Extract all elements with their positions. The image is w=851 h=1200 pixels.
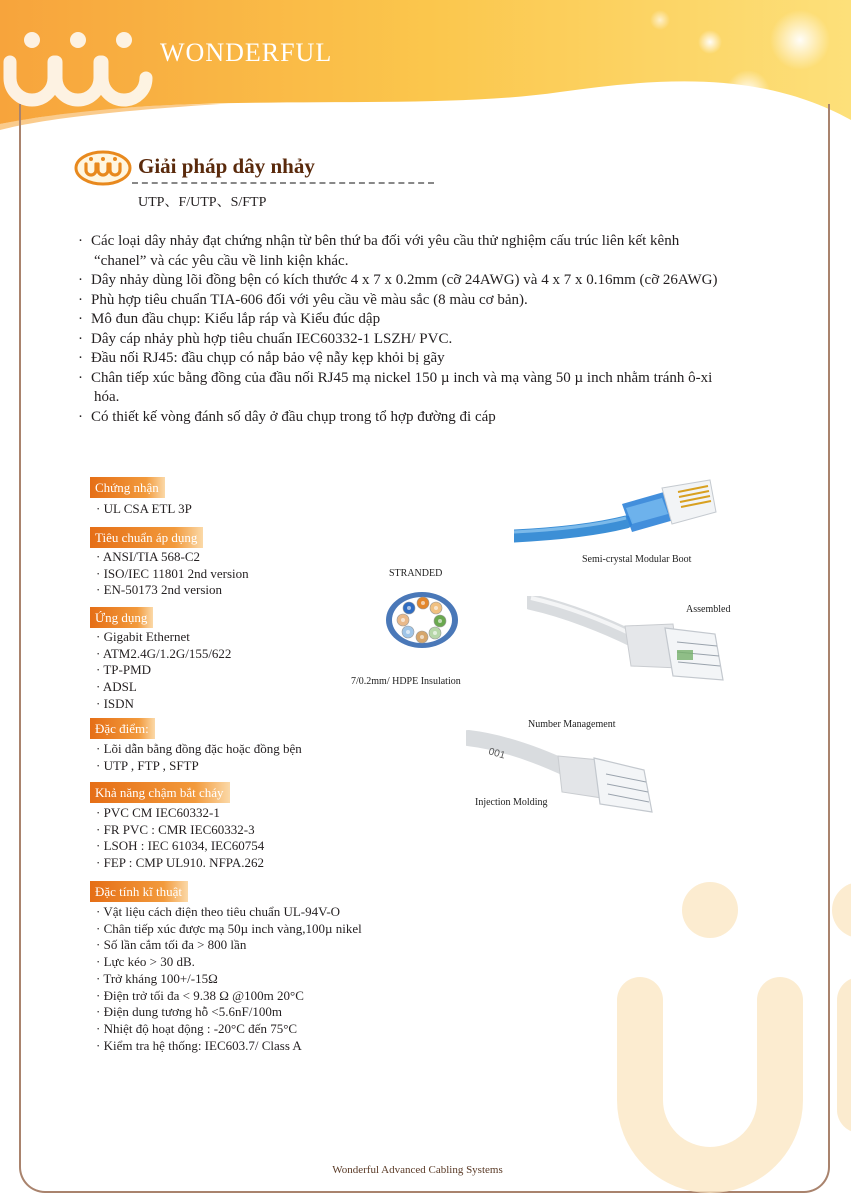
- cable-cross-section-image: [383, 590, 461, 650]
- section-header-applications: Ứng dụng: [90, 607, 153, 628]
- list-item: · UL CSA ETL 3P: [96, 501, 192, 518]
- feature-item: · Các loại dây nhảy đạt chứng nhận từ bên thứ ba đối với yêu cầu thử nghiệm cấu trúc liên kết kênh: [78, 232, 813, 252]
- list-item: · Gigabit Ethernet: [96, 629, 231, 646]
- assembled-plug-image: [527, 596, 732, 691]
- list-item: · Lõi dẫn bằng đồng đặc hoặc đồng bện: [96, 741, 302, 758]
- feature-list: [78, 232, 813, 427]
- list-item: · PVC CM IEC60332-1: [96, 805, 264, 822]
- list-item: · Kiểm tra hệ thống: IEC603.7/ Class A: [96, 1038, 362, 1055]
- feature-item: · Đầu nối RJ45: đầu chụp có nắp bảo vệ nẫy kẹp khỏi bị gãy: [78, 349, 813, 369]
- list-item: · EN-50173 2nd version: [96, 582, 249, 599]
- wonderful-logo-icon: [74, 150, 132, 186]
- list-item: · FR PVC : CMR IEC60332-3: [96, 822, 264, 839]
- stranded-caption: STRANDED: [389, 568, 443, 579]
- feature-item: · Mô đun đầu chụp: Kiểu lắp ráp và Kiểu đúc dập: [78, 310, 813, 330]
- list-item: · Nhiệt độ hoạt động : -20°C đến 75°C: [96, 1021, 362, 1038]
- list-item: · Lực kéo > 30 dB.: [96, 954, 362, 971]
- features-list: [96, 741, 302, 774]
- list-item: · Vật liệu cách điện theo tiêu chuẩn UL-94V-O: [96, 904, 362, 921]
- certification-list: [96, 501, 192, 518]
- applications-list: [96, 629, 231, 713]
- list-item: · UTP , FTP , SFTP: [96, 758, 302, 775]
- list-item: · Trở kháng 100+/-15Ω: [96, 971, 362, 988]
- flame-retardancy-list: [96, 805, 264, 872]
- section-header-features: Đặc điểm:: [90, 718, 155, 739]
- injection-molding-caption: Injection Molding: [475, 797, 548, 808]
- footer-text: Wonderful Advanced Cabling Systems: [332, 1164, 503, 1176]
- feature-item-continuation: “chanel” và các yêu cầu về linh kiện khác.: [94, 252, 349, 269]
- list-item: · Điện trở tối đa < 9.38 Ω @100m 20°C: [96, 988, 362, 1005]
- feature-item: · Dây cáp nhảy phù hợp tiêu chuẩn IEC60332-1 LSZH/ PVC.: [78, 330, 813, 350]
- brand-name: WONDERFUL: [160, 38, 333, 67]
- section-header-certification: Chứng nhận: [90, 477, 165, 498]
- list-item: · ISDN: [96, 696, 231, 713]
- list-item: · Số lần cắm tối đa > 800 lần: [96, 937, 362, 954]
- list-item: · Chân tiếp xúc được mạ 50µ inch vàng,100µ nikel: [96, 921, 362, 938]
- feature-item: · Dây nhảy dùng lõi đồng bện có kích thước 4 x 7 x 0.2mm (cỡ 24AWG) và 4 x 7 x 0.16mm (cỡ 26AWG): [78, 271, 813, 291]
- title-divider: [132, 182, 434, 184]
- list-item: · ISO/IEC 11801 2nd version: [96, 566, 249, 583]
- feature-item-continuation: hóa.: [94, 389, 120, 405]
- insulation-caption: 7/0.2mm/ HDPE Insulation: [351, 676, 461, 687]
- number-ring-label: 001: [487, 746, 507, 762]
- number-management-caption: Number Management: [528, 719, 616, 730]
- feature-item: · Phù hợp tiêu chuẩn TIA-606 đối với yêu cầu về màu sắc (8 màu cơ bản).: [78, 291, 813, 311]
- list-item: · ANSI/TIA 568-C2: [96, 549, 249, 566]
- standards-list: [96, 549, 249, 599]
- list-item: · FEP : CMP UL910. NFPA.262: [96, 855, 264, 872]
- list-item: · ADSL: [96, 679, 231, 696]
- section-header-flame-retardancy: Khả năng chậm bắt cháy: [90, 782, 230, 803]
- page-title: Giải pháp dây nhảy: [138, 154, 315, 178]
- section-header-standards: Tiêu chuẩn áp dụng: [90, 527, 203, 548]
- modular-boot-caption: Semi-crystal Modular Boot: [582, 554, 692, 565]
- list-item: · LSOH : IEC 61034, IEC60754: [96, 838, 264, 855]
- feature-item: · Chân tiếp xúc bằng đồng của đầu nối RJ45 mạ nickel 150 µ inch và mạ vàng 50 µ inch nhằm tránh ô-xi: [78, 369, 813, 389]
- section-header-technical: Đặc tính kĩ thuật: [90, 881, 188, 902]
- blue-patch-cord-image: [514, 474, 719, 554]
- watermark-logo: [590, 850, 851, 1200]
- assembled-caption: Assembled: [686, 604, 731, 615]
- list-item: · Điện dung tương hỗ <5.6nF/100m: [96, 1004, 362, 1021]
- technical-list: [96, 904, 362, 1054]
- page-subtitle: UTP、F/UTP、S/FTP: [138, 195, 267, 210]
- list-item: · ATM2.4G/1.2G/155/622: [96, 646, 231, 663]
- list-item: · TP-PMD: [96, 662, 231, 679]
- feature-item: · Có thiết kế vòng đánh số dây ở đầu chụp trong tổ hợp đường đi cáp: [78, 408, 813, 428]
